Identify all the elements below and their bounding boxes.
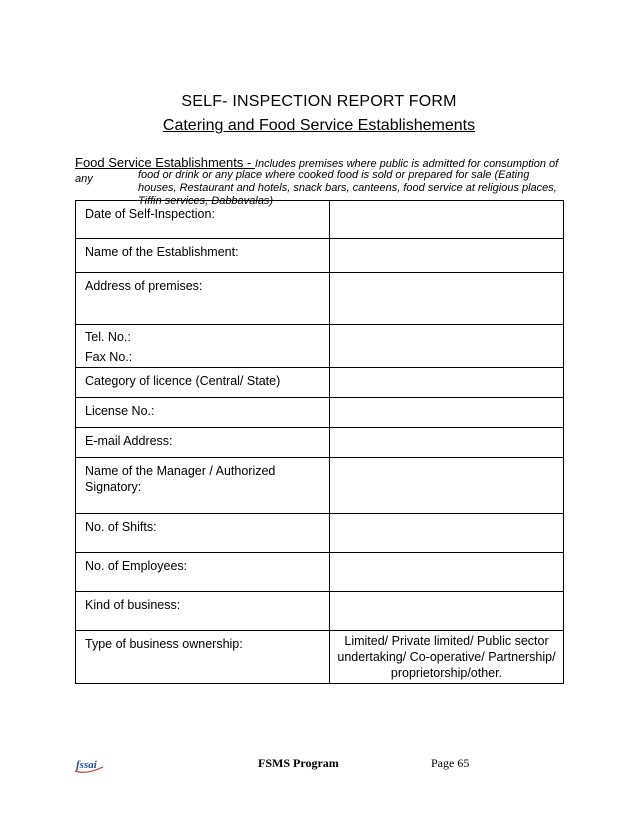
footer-page-number: Page 65 [431,756,470,770]
table-row [76,514,564,553]
table-row [76,398,564,428]
manager-value-cell[interactable] [330,458,564,514]
email-label: E-mail Address: [76,428,330,458]
date-label: Date of Self-Inspection: [76,201,330,239]
table-row [76,239,564,273]
address-label: Address of premises: [76,273,330,325]
licence-category-value-cell[interactable] [330,368,564,398]
establishment-name-label: Name of the Establishment: [76,239,330,273]
license-no-label: License No.: [76,398,330,428]
form-title: SELF- INSPECTION REPORT FORM [181,93,457,110]
establishment-name-value-cell[interactable] [330,239,564,273]
ownership-value-cell: Limited/ Private limited/ Public sector undertaking/ Co-operative/ Partnership/ proprietorship/other. [330,631,564,684]
fssai-logo [74,753,104,775]
intro-lead: Food Service Establishments - [75,155,255,170]
table-row [76,592,564,631]
ownership-label: Type of business ownership: [76,631,330,684]
footer-program: FSMS Program [258,756,339,770]
license-no-value-cell[interactable] [330,398,564,428]
address-value-cell[interactable] [330,273,564,325]
tel-fax-label [76,325,330,368]
table-row [76,631,564,684]
email-value-cell[interactable] [330,428,564,458]
shifts-value-cell[interactable] [330,514,564,553]
table-row [76,428,564,458]
employees-value-cell[interactable] [330,553,564,592]
licence-category-label: Category of licence (Central/ State) [76,368,330,398]
table-row [76,553,564,592]
business-kind-value-cell[interactable] [330,592,564,631]
tel-fax-value-cell[interactable] [330,325,564,368]
form-subtitle-text: Catering and Food Service Establishements [162,117,476,134]
intro-text-first: Includes premises where public is admitted for consumption of any [75,158,559,185]
table-row [76,458,564,514]
tel-label: Tel. No.: [85,330,131,344]
fax-label: Fax No.: [85,350,133,364]
manager-label: Name of the Manager / Authorized Signatory: [76,458,330,514]
business-kind-label: Kind of business: [76,592,330,631]
shifts-label: No. of Shifts: [76,514,330,553]
employees-label: No. of Employees: [76,553,330,592]
table-row [76,273,564,325]
logo-text: fssai [76,759,97,771]
table-row [76,201,564,239]
inspection-form-table [75,200,564,684]
date-value-cell[interactable] [330,201,564,239]
form-subtitle [0,117,638,135]
table-row [76,368,564,398]
table-row [76,325,564,368]
intro-text-rest: food or drink or any place where cooked food is sold or prepared for sale (Eating houses, Restaurant and hotels, snack bars, canteens, food service at religious places, Tiffin services, Dabbavalas) [138,169,557,208]
